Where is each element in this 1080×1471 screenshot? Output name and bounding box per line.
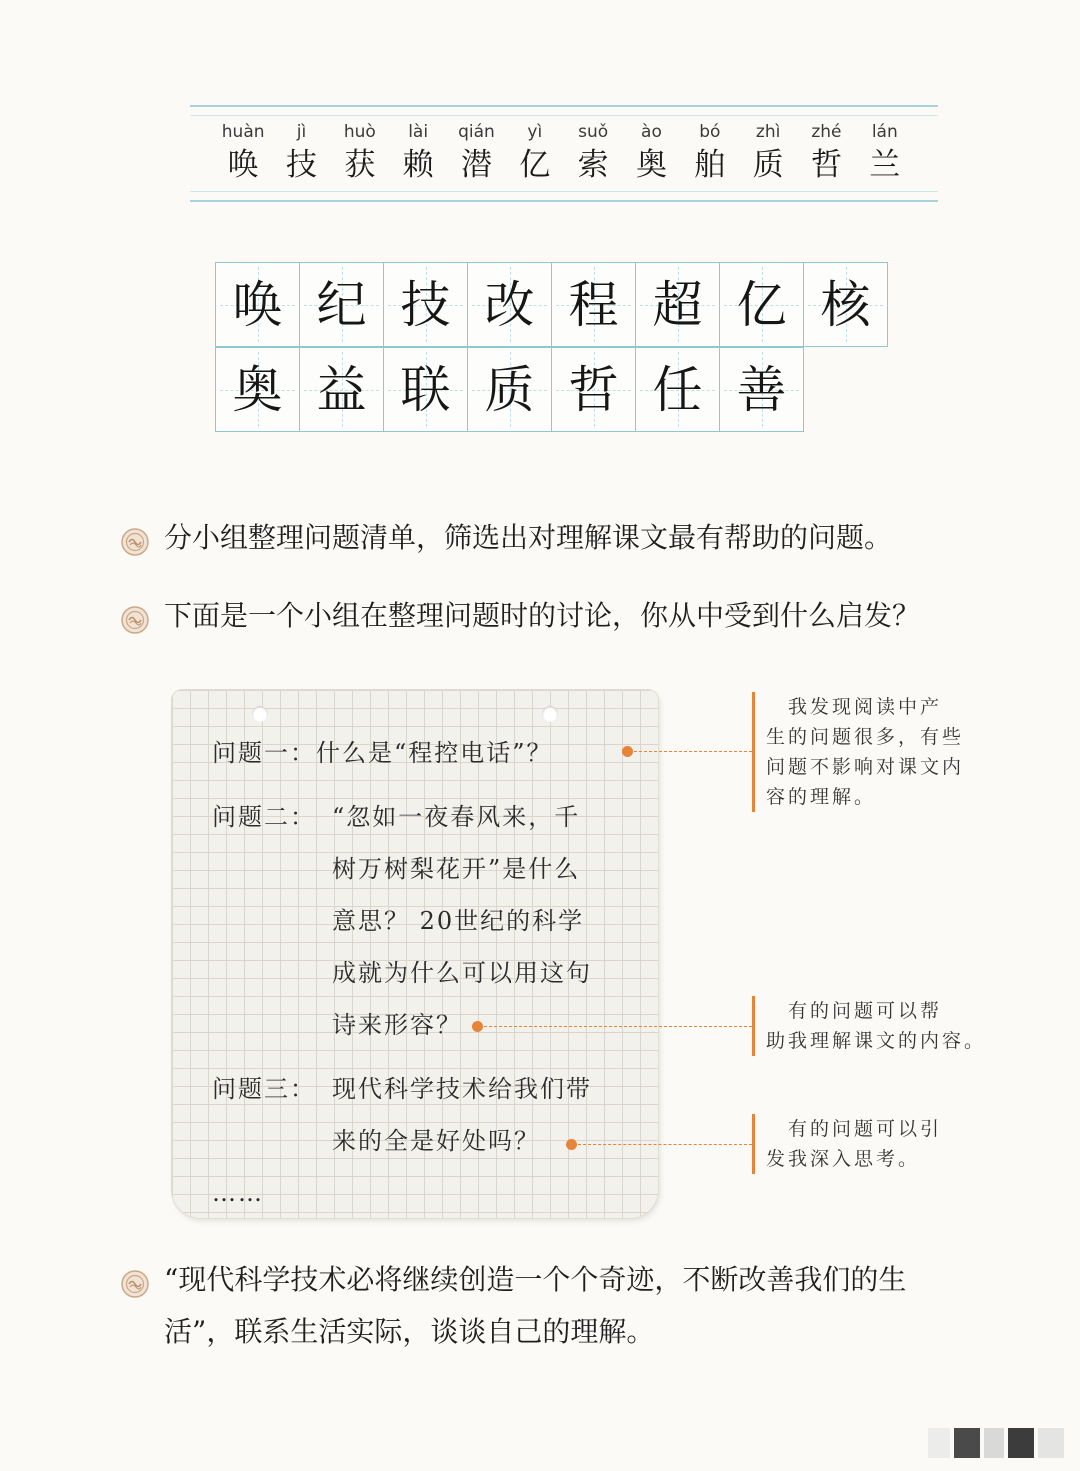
question-2-line: 成就为什么可以用这句 bbox=[332, 959, 592, 987]
pinyin-cell: suǒ 索 bbox=[577, 122, 609, 183]
grid-cell: 亿 bbox=[719, 262, 804, 347]
grid-cell: 任 bbox=[635, 347, 720, 432]
side-note: 有的问题可以帮 助我理解课文的内容。 bbox=[752, 996, 986, 1056]
scan-artifact bbox=[954, 1428, 980, 1458]
ornate-circle-bullet-icon bbox=[120, 605, 150, 635]
task-text: 分小组整理问题清单，筛选出对理解课文最有帮助的问题。 bbox=[164, 521, 893, 554]
binder-hole bbox=[542, 706, 558, 722]
question-2-label: 问题二： bbox=[212, 803, 316, 831]
pinyin-cell: zhé 哲 bbox=[810, 122, 842, 183]
binder-hole bbox=[252, 706, 268, 722]
connector-line bbox=[578, 1144, 752, 1145]
task-item bbox=[120, 600, 1020, 642]
question-3-label: 问题三： bbox=[212, 1075, 316, 1103]
pinyin-cell: ào 奥 bbox=[635, 122, 667, 183]
grid-cell: 唤 bbox=[215, 262, 300, 347]
grid-cell: 奥 bbox=[215, 347, 300, 432]
grid-row bbox=[215, 262, 895, 347]
task-item bbox=[120, 1264, 1020, 1358]
connector-dot bbox=[472, 1021, 483, 1032]
question-1: 问题一：什么是“程控电话”？ bbox=[212, 739, 553, 767]
pinyin-cell: zhì 质 bbox=[752, 122, 784, 183]
scan-artifact bbox=[928, 1428, 950, 1458]
pinyin-cell: yì 亿 bbox=[519, 122, 551, 183]
grid-row bbox=[215, 347, 895, 432]
character-writing-grid bbox=[215, 262, 895, 432]
task-text: 下面是一个小组在整理问题时的讨论，你从中受到什么启发？ bbox=[164, 599, 921, 632]
ornate-circle-bullet-icon bbox=[120, 1269, 150, 1299]
grid-cell: 质 bbox=[467, 347, 552, 432]
connector-line bbox=[484, 1026, 752, 1027]
question-2-line: “忽如一夜春风来，千 bbox=[332, 803, 581, 831]
question-note-card bbox=[172, 690, 658, 1218]
pinyin-cell: jì 技 bbox=[285, 122, 317, 183]
question-3-line: 现代科学技术给我们带 bbox=[332, 1075, 592, 1103]
pinyin-cell: huò 获 bbox=[343, 122, 376, 183]
pinyin-cell: huàn 唤 bbox=[221, 122, 265, 183]
question-2-line: 意思？ 20世纪的科学 bbox=[332, 907, 585, 935]
grid-cell: 益 bbox=[299, 347, 384, 432]
ornate-circle-bullet-icon bbox=[120, 527, 150, 557]
side-note: 我发现阅读中产 生的问题很多，有些 问题不影响对课文内 容的理解。 bbox=[752, 692, 964, 812]
grid-cell: 联 bbox=[383, 347, 468, 432]
pinyin-row bbox=[214, 107, 914, 196]
side-note: 有的问题可以引 发我深入思考。 bbox=[752, 1114, 942, 1174]
pinyin-cell: qián 潜 bbox=[458, 122, 495, 183]
task-item bbox=[120, 522, 1020, 564]
scan-artifact bbox=[1008, 1428, 1034, 1458]
grid-cell: 改 bbox=[467, 262, 552, 347]
pinyin-cell: bó 舶 bbox=[694, 122, 726, 183]
pinyin-cell: lài 赖 bbox=[402, 122, 434, 183]
question-2-line: 诗来形容？ bbox=[332, 1011, 462, 1039]
grid-cell: 纪 bbox=[299, 262, 384, 347]
scan-artifact bbox=[984, 1428, 1004, 1458]
grid-cell: 程 bbox=[551, 262, 636, 347]
connector-line bbox=[634, 751, 752, 752]
grid-cell: 技 bbox=[383, 262, 468, 347]
grid-cell: 哲 bbox=[551, 347, 636, 432]
connector-dot bbox=[622, 746, 633, 757]
grid-cell: 超 bbox=[635, 262, 720, 347]
ellipsis: …… bbox=[212, 1179, 264, 1207]
scan-artifact bbox=[1038, 1428, 1064, 1458]
question-3-line: 来的全是好处吗？ bbox=[332, 1127, 540, 1155]
question-2-line: 树万树梨花开”是什么 bbox=[332, 855, 581, 883]
grid-cell: 核 bbox=[803, 262, 888, 347]
grid-cell: 善 bbox=[719, 347, 804, 432]
task-text: “现代科学技术必将继续创造一个个奇迹，不断改善我们的生 活”，联系生活实际，谈谈自己的理解。 bbox=[164, 1263, 907, 1348]
connector-dot bbox=[566, 1139, 577, 1150]
pinyin-strip bbox=[190, 105, 938, 202]
pinyin-cell: lán 兰 bbox=[869, 122, 901, 183]
